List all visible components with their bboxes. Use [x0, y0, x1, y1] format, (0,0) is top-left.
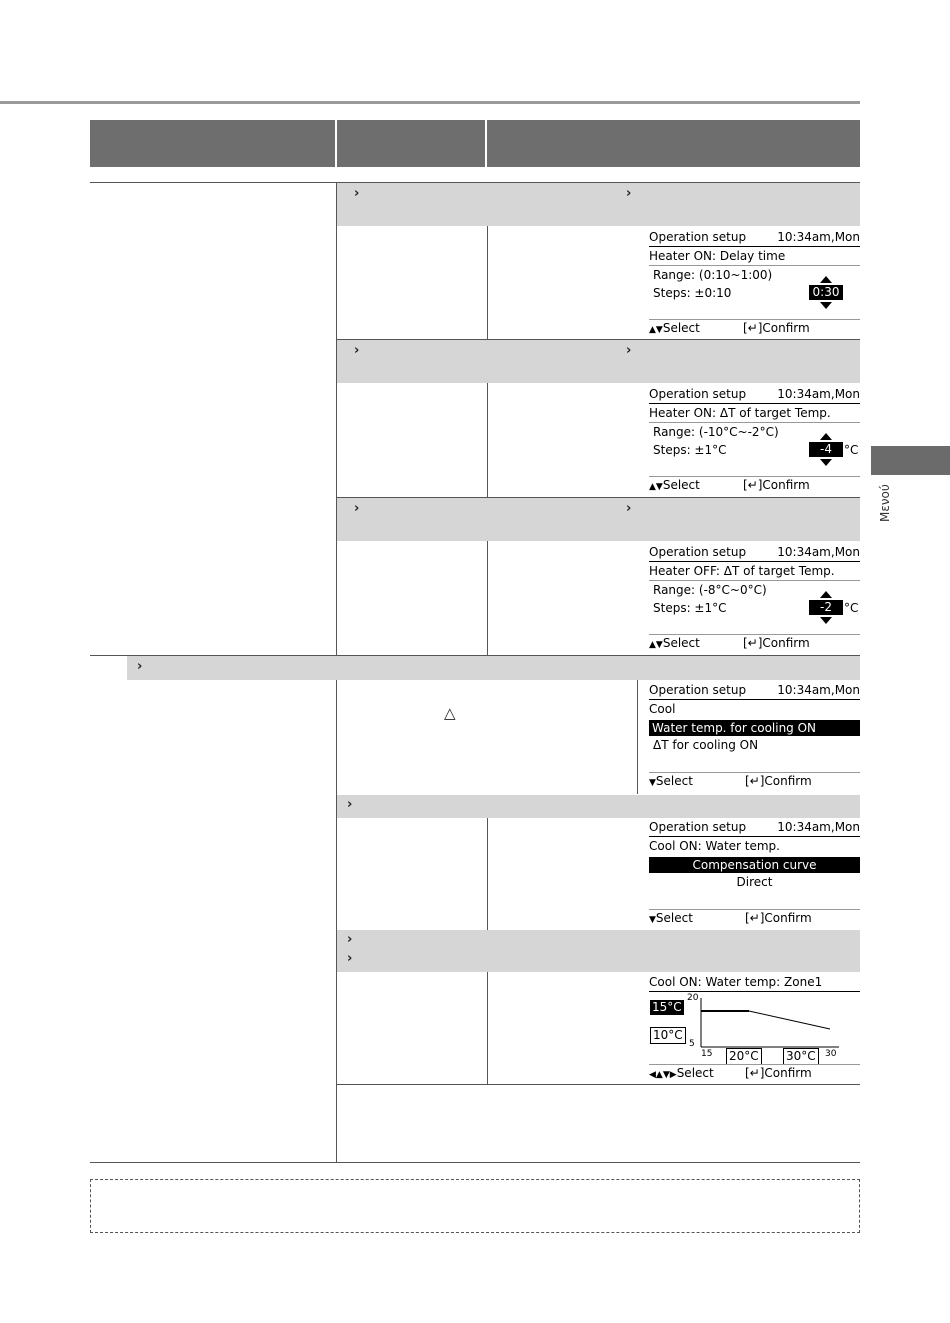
- x-tick-label: 30: [825, 1049, 837, 1059]
- grey-band: [337, 930, 860, 972]
- lcd-menu-item: ΔT for cooling ON: [653, 738, 759, 752]
- chevron-icon: ›: [626, 501, 632, 516]
- grey-band: [337, 340, 860, 383]
- lcd-footer: ▼Select: [649, 774, 693, 788]
- lcd-title: Cool ON: Water temp: Zone1: [649, 975, 823, 989]
- lcd-title: Operation setup: [649, 230, 747, 244]
- lcd-time: 10:34am,Mon: [777, 230, 860, 244]
- updown-arrow-icon: ▲▼: [649, 640, 663, 650]
- lcd-steps: Steps: ±1°C: [653, 601, 727, 615]
- lcd-title: Operation setup: [649, 683, 747, 697]
- lcd-footer-confirm: [↵]Confirm: [743, 478, 810, 492]
- chevron-icon: ›: [626, 186, 632, 201]
- grey-band: [337, 183, 860, 226]
- water-high-value: 15°C: [652, 1000, 682, 1014]
- lcd-title: Operation setup: [649, 545, 747, 559]
- lcd-footer-confirm: [↵]Confirm: [743, 636, 810, 650]
- down-arrow-icon: ▼: [649, 778, 656, 788]
- col-divider: [487, 818, 488, 930]
- chevron-icon: ›: [347, 797, 353, 812]
- lcd-steps: Steps: ±0:10: [653, 286, 732, 300]
- col-divider: [487, 972, 488, 1084]
- y-top-label: 20: [687, 993, 699, 1003]
- lcd-delay-time: [649, 229, 860, 339]
- lcd-cool-menu: [649, 682, 860, 792]
- lcd-footer: ▲▼Select: [649, 636, 700, 650]
- chevron-icon: ›: [137, 659, 143, 674]
- lcd-value: -4: [809, 442, 843, 457]
- lcd-footer-confirm: [↵]Confirm: [745, 911, 812, 925]
- row-divider: [337, 1084, 860, 1085]
- lcd-title: Operation setup: [649, 387, 747, 401]
- y-bottom-label: 5: [689, 1039, 695, 1049]
- lcd-subtitle: Cool ON: Water temp.: [649, 839, 780, 853]
- lcd-zone1-curve: [649, 974, 860, 1084]
- lcd-unit: °C: [844, 443, 859, 457]
- lcd-range: Range: (0:10~1:00): [653, 268, 773, 282]
- col-divider: [336, 680, 337, 1162]
- lcd-subtitle: Heater ON: Delay time: [649, 249, 786, 263]
- lcd-cool-water-temp: [649, 819, 860, 929]
- lcd-footer: ▲▼Select: [649, 478, 700, 492]
- col-divider: [487, 383, 488, 497]
- grey-band: [127, 656, 860, 680]
- water-low-value: 10°C: [650, 1027, 686, 1044]
- grey-band: [337, 498, 860, 541]
- grey-band: [337, 795, 860, 818]
- down-arrow-icon: ▼: [649, 915, 656, 925]
- updown-arrow-icon: ▲▼: [649, 482, 663, 492]
- lcd-subtitle: Heater ON: ΔT of target Temp.: [649, 406, 831, 420]
- lcd-subtitle: Heater OFF: ΔT of target Temp.: [649, 564, 835, 578]
- chevron-icon: ›: [347, 951, 353, 966]
- col-divider: [336, 182, 337, 656]
- lcd-footer: ▼Select: [649, 911, 693, 925]
- lcd-time: 10:34am,Mon: [777, 545, 860, 559]
- lcd-footer: ◀▲▼▶Select: [649, 1066, 714, 1080]
- chevron-icon: ›: [347, 932, 353, 947]
- lcd-menu-item-selected: Compensation curve: [649, 857, 860, 873]
- x-tick-label: 20°C: [726, 1048, 762, 1065]
- lcd-heater-off-dt: [649, 544, 860, 654]
- up-arrow-icon: [820, 433, 832, 440]
- table-header-col1: [90, 120, 335, 167]
- lcd-value: -2: [809, 600, 843, 615]
- lcd-footer-confirm: [↵]Confirm: [743, 321, 810, 335]
- lcd-time: 10:34am,Mon: [777, 683, 860, 697]
- chevron-icon: ›: [626, 343, 632, 358]
- table-bottom-rule: [90, 1162, 860, 1163]
- lcd-unit: °C: [844, 601, 859, 615]
- down-arrow-icon: [820, 459, 832, 466]
- lcd-subtitle: Cool: [649, 702, 676, 716]
- lcd-footer-confirm: [↵]Confirm: [745, 1066, 812, 1080]
- lcd-steps: Steps: ±1°C: [653, 443, 727, 457]
- lcd-menu-item-selected: Water temp. for cooling ON: [649, 720, 860, 736]
- updown-arrow-icon: ▲▼: [649, 325, 663, 335]
- lcd-footer: ▲▼Select: [649, 321, 700, 335]
- lcd-title: Operation setup: [649, 820, 747, 834]
- lcd-menu-item: Direct: [736, 875, 773, 889]
- chevron-icon: ›: [354, 186, 360, 201]
- chevron-icon: ›: [354, 343, 360, 358]
- top-rule: [0, 101, 860, 104]
- lcd-range: Range: (-10°C~-2°C): [653, 425, 779, 439]
- lcd-value: 0:30: [809, 285, 843, 300]
- table-header-col3: [487, 120, 860, 167]
- up-arrow-icon: [820, 276, 832, 283]
- lcd-heater-on-dt: [649, 386, 860, 496]
- col-divider: [637, 680, 638, 794]
- side-tab: [871, 446, 950, 475]
- col-divider: [487, 226, 488, 339]
- x-tick-label: 30°C: [783, 1048, 819, 1065]
- lcd-range: Range: (-8°C~0°C): [653, 583, 767, 597]
- down-arrow-icon: [820, 617, 832, 624]
- chevron-icon: ›: [354, 501, 360, 516]
- down-arrow-icon: [820, 302, 832, 309]
- table-header-col2: [337, 120, 485, 167]
- lcd-time: 10:34am,Mon: [777, 820, 860, 834]
- side-tab-label: Μενού: [878, 484, 892, 522]
- four-way-arrow-icon: ◀▲▼▶: [649, 1070, 677, 1080]
- x-tick-label: 15: [701, 1049, 713, 1059]
- col-divider: [487, 541, 488, 656]
- note-box: [90, 1179, 860, 1233]
- up-arrow-icon: [820, 591, 832, 598]
- triangle-icon: △: [444, 704, 456, 722]
- lcd-time: 10:34am,Mon: [777, 387, 860, 401]
- lcd-footer-confirm: [↵]Confirm: [745, 774, 812, 788]
